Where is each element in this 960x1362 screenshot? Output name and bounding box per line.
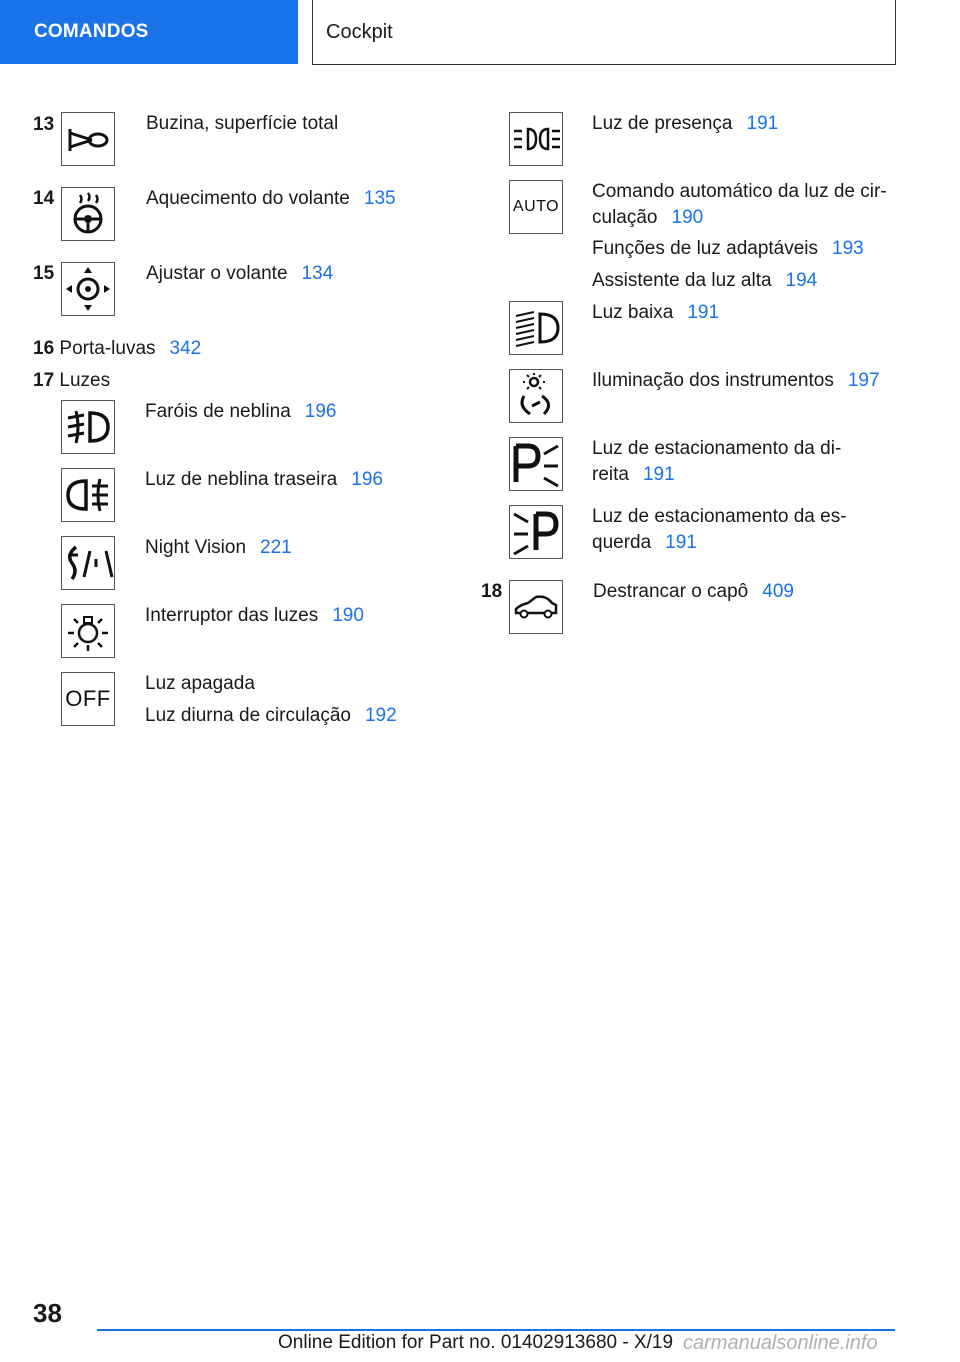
chapter-tab [0, 0, 298, 64]
page-ref-link[interactable]: 134 [301, 263, 334, 284]
item-number-13: 13 [33, 114, 55, 135]
car-hood-icon [509, 580, 563, 634]
off-icon [61, 672, 115, 726]
footer-edition: Online Edition for Part no. 01402913680 - X/19 [278, 1332, 674, 1353]
instr-label: Iluminação dos instrumentos 197 [592, 370, 880, 391]
page-ref-link[interactable]: 190 [671, 207, 704, 228]
item-15-label: Ajustar o volante 134 [146, 263, 334, 284]
parking-right-icon [509, 437, 563, 491]
adaptive-light-label: Funções de luz adaptáveis 193 [592, 238, 864, 259]
rear-fog-light-icon [61, 468, 115, 522]
item-number-16: 16 [33, 338, 55, 359]
page-ref-link[interactable]: 191 [746, 113, 779, 134]
parking-light-icon [509, 112, 563, 166]
page-ref-link[interactable]: 197 [847, 370, 880, 391]
light-switch-icon [61, 604, 115, 658]
horn-icon [61, 112, 115, 166]
page-number: 38 [33, 1298, 62, 1328]
page-ref-link[interactable]: 221 [260, 537, 292, 558]
night-vision-icon [61, 536, 115, 590]
front-fog-light-icon [61, 400, 115, 454]
item-14-label: Aquecimento do volante 135 [146, 188, 396, 209]
high-beam-assist-label: Assistente da luz alta 194 [592, 270, 818, 291]
footer-divider [97, 1329, 895, 1331]
page-ref-link[interactable]: 191 [665, 532, 697, 553]
section-title: Cockpit [326, 20, 393, 43]
page-ref-link[interactable]: 191 [642, 464, 675, 485]
low-beam-icon [509, 301, 563, 355]
item-number-14: 14 [33, 188, 55, 209]
page-ref-link[interactable]: 409 [762, 581, 794, 602]
light-3-label: Interruptor das luzes 190 [145, 605, 364, 626]
steering-wheel-heating-icon [61, 187, 115, 241]
watermark: carmanualsonline.info [683, 1332, 878, 1354]
item-13-label: Buzina, superfície total [146, 113, 339, 134]
auto-icon-label: AUTO [512, 198, 560, 215]
presenca-label: Luz de presença 191 [592, 113, 779, 134]
page-ref-link[interactable]: 196 [351, 469, 383, 490]
item-18-label: Destrancar o capô 409 [593, 581, 794, 602]
estesq-label: Luz de estacionamento da es- querda 191 [592, 506, 847, 553]
page-ref-link[interactable]: 191 [687, 302, 720, 323]
page-ref-link[interactable]: 190 [332, 605, 364, 626]
page-ref-link[interactable]: 135 [363, 188, 396, 209]
light-0-label: Faróis de neblina 196 [145, 401, 337, 422]
page-ref-link[interactable]: 193 [832, 238, 864, 259]
page-ref-link[interactable]: 342 [169, 338, 202, 359]
item-17: 17 Luzes [33, 370, 111, 391]
item-number-18: 18 [481, 581, 503, 602]
instrument-lighting-icon [509, 369, 563, 423]
steering-adjust-icon [61, 262, 115, 316]
page-ref-link[interactable]: 194 [785, 270, 818, 291]
light-2-label: Night Vision 221 [145, 537, 292, 558]
section-header [312, 0, 896, 65]
page-ref-link[interactable]: 196 [304, 401, 337, 422]
item-number-17: 17 [33, 370, 55, 391]
page-ref-link[interactable]: 192 [364, 705, 397, 726]
item-number-15: 15 [33, 263, 55, 284]
off-icon-label: OFF [65, 686, 111, 711]
item-16: 16 Porta-luvas 342 [33, 338, 202, 359]
parking-left-icon [509, 505, 563, 559]
light-1-label: Luz de neblina traseira 196 [145, 469, 383, 490]
light-4-label: Luz apagada Luz diurna de circulação 192 [145, 673, 397, 726]
estdir-label: Luz de estacionamento da di- reita 191 [592, 438, 842, 485]
auto-light-icon [509, 180, 563, 234]
chapter-title: COMANDOS [34, 21, 149, 42]
baixa-label: Luz baixa 191 [592, 302, 720, 323]
auto-label: Comando automático da luz de cir- culação 190 [592, 181, 887, 228]
